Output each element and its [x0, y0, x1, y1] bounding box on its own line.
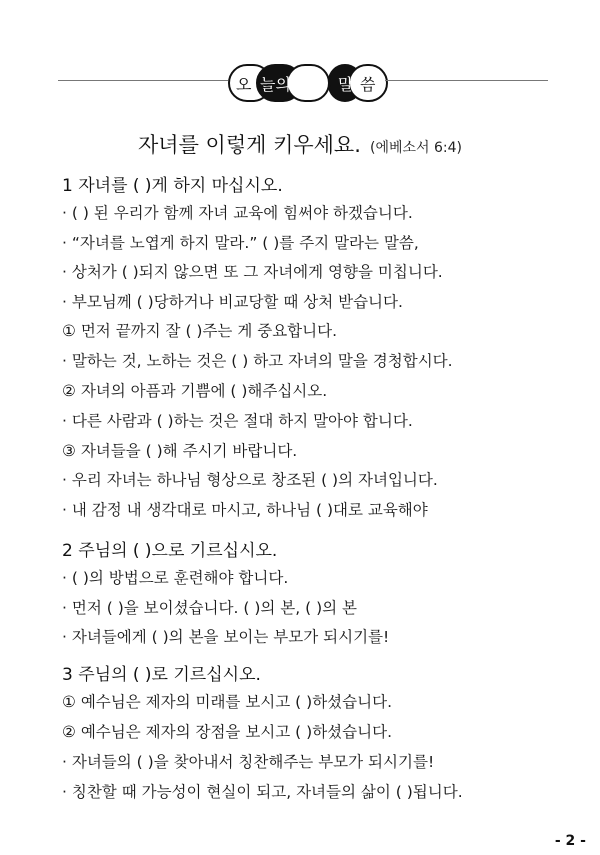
text-line: · 상처가 ( )되지 않으면 또 그 자녀에게 영향을 미칩니다.: [62, 263, 443, 281]
text-line: · 자녀들에게 ( )의 본을 보이는 부모가 되시기를!: [62, 628, 390, 646]
text-line: · 자녀들의 ( )을 찾아내서 칭찬해주는 부모가 되시기를!: [62, 753, 435, 771]
pill-ui: [286, 64, 330, 102]
text-line: · ( )의 방법으로 훈련해야 합니다.: [62, 569, 289, 587]
section-heading-2: 2 주님의 ( )으로 기르십시오.: [62, 541, 278, 561]
header-text-4: 씀: [360, 75, 376, 94]
section-heading-3: 3 주님의 ( )로 기르십시오.: [62, 665, 261, 685]
text-line: · 다른 사람과 ( )하는 것은 절대 하지 말아야 합니다.: [62, 412, 413, 430]
text-line: · 부모님께 ( )당하거나 비교당할 때 상처 받습니다.: [62, 293, 403, 311]
text-line: · 내 감정 내 생각대로 마시고, 하나님 ( )대로 교육해야: [62, 501, 428, 519]
scripture-reference: (에베소서 6:4): [369, 140, 462, 156]
text-line: · 먼저 ( )을 보이셨습니다. ( )의 본, ( )의 본: [62, 599, 357, 617]
header-text-2: 늘의: [260, 75, 291, 94]
text-line: · 우리 자녀는 하나님 형상으로 창조된 ( )의 자녀입니다.: [62, 471, 438, 489]
text-line: ② 자녀의 아픔과 기쁨에 ( )해주십시오.: [62, 382, 328, 400]
text-line: ③ 자녀들을 ( )해 주시기 바랍니다.: [62, 442, 298, 460]
header-rule-left: [58, 80, 228, 81]
header-rule-right: [385, 80, 548, 81]
text-line: · “자녀를 노엽게 하지 말라.” ( )를 주지 말라는 말씀,: [62, 234, 419, 252]
sermon-title: [0, 129, 600, 159]
text-line: · 칭찬할 때 가능성이 현실이 되고, 자녀들의 삶이 ( )됩니다.: [62, 783, 463, 801]
page-number: - 2 -: [554, 833, 586, 849]
todays-word-header: [0, 58, 600, 108]
header-text-1: 오: [236, 75, 252, 94]
title-main: 자녀를 이렇게 키우세요.: [138, 133, 361, 157]
text-line: ② 예수님은 제자의 장점을 보시고 ( )하셨습니다.: [62, 723, 392, 741]
text-line: ① 먼저 끝까지 잘 ( )주는 게 중요합니다.: [62, 322, 338, 340]
header-text-3: 말: [338, 75, 354, 94]
text-line: · 말하는 것, 노하는 것은 ( ) 하고 자녀의 말을 경청합시다.: [62, 352, 453, 370]
text-line: ① 예수님은 제자의 미래를 보시고 ( )하셨습니다.: [62, 693, 392, 711]
section-heading-1: 1 자녀를 ( )게 하지 마십시오.: [62, 176, 283, 196]
text-line: · ( ) 된 우리가 함께 자녀 교육에 힘써야 하겠습니다.: [62, 204, 413, 222]
